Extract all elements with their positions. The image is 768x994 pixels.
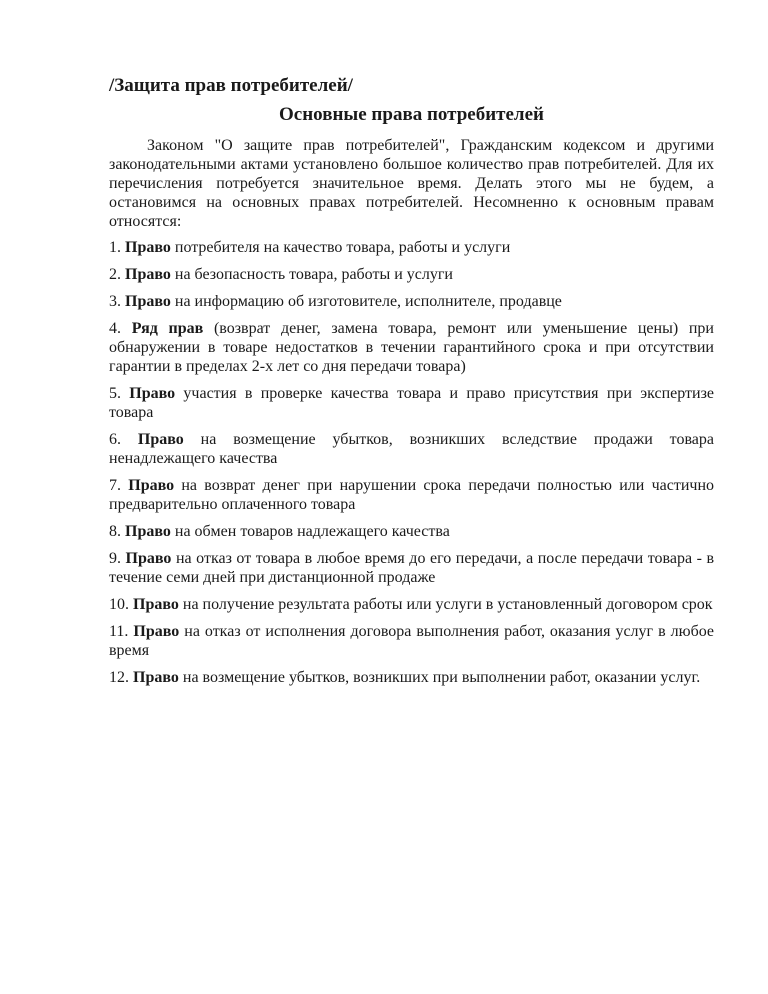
item-number: 2.	[109, 266, 121, 283]
item-text: потребителя на качество товара, работы и услуги	[170, 239, 511, 256]
item-number: 11.	[109, 623, 129, 640]
list-item	[109, 238, 714, 257]
item-text: (возврат денег, замена товара, ремонт или уменьшение цены) при обнаружении в товаре недостатков в течении гарантийного срока и при отсутствии гарантии в пределах 2-х лет со дня передачи товара)	[109, 320, 714, 375]
list-item	[109, 668, 714, 687]
section-title: /Защита прав потребителей/	[109, 75, 353, 96]
item-text: на отказ от товара в любое время до его передачи, а после передачи товара - в течение семи дней при дистанционной продаже	[109, 550, 715, 586]
list-item	[109, 622, 714, 660]
item-text: на возмещение убытков, возникших вследствие продажи товара ненадлежащего качества	[109, 431, 714, 467]
item-bold-lead: Право	[128, 477, 175, 494]
list-item	[109, 476, 714, 514]
list-item	[109, 430, 714, 468]
item-text: на информацию об изготовителе, исполнителе, продавце	[170, 293, 562, 310]
list-item	[109, 265, 714, 284]
item-bold-lead: Право	[133, 623, 180, 640]
item-text: на отказ от исполнения договора выполнения работ, оказания услуг в любое время	[109, 623, 714, 659]
item-number: 9.	[109, 550, 121, 567]
document-page	[109, 74, 714, 695]
list-item	[109, 319, 714, 376]
item-number: 12.	[109, 669, 129, 686]
item-bold-lead: Право	[137, 431, 184, 448]
list-item	[109, 384, 714, 422]
item-bold-lead: Право	[133, 669, 179, 686]
item-number: 10.	[109, 596, 129, 613]
document-title: Основные права потребителей	[279, 104, 544, 125]
list-item	[109, 292, 714, 311]
item-bold-lead: Право	[125, 266, 171, 283]
item-number: 5.	[109, 385, 121, 402]
item-bold-lead: Право	[125, 523, 171, 540]
item-number: 6.	[109, 431, 121, 448]
item-text: участия в проверке качества товара и право присутствия при экспертизе товара	[109, 385, 714, 421]
item-bold-lead: Право	[125, 550, 172, 567]
item-text: на возврат денег при нарушении срока передачи полностью или частично предварительно оплаченного товара	[109, 477, 715, 513]
item-bold-lead: Право	[133, 596, 179, 613]
item-number: 4.	[109, 320, 121, 337]
item-text: на получение результата работы или услуги в установленный договором срок	[178, 596, 713, 613]
item-bold-lead: Право	[125, 239, 171, 256]
item-text: на возмещение убытков, возникших при выполнении работ, оказании услуг.	[178, 669, 701, 686]
item-number: 1.	[109, 239, 121, 256]
item-text: на обмен товаров надлежащего качества	[170, 523, 450, 540]
list-item	[109, 522, 714, 541]
list-item	[109, 549, 714, 587]
item-text: на безопасность товара, работы и услуги	[170, 266, 453, 283]
item-bold-lead: Ряд прав	[131, 320, 204, 337]
list-item	[109, 595, 714, 614]
item-number: 3.	[109, 293, 121, 310]
item-number: 7.	[109, 477, 121, 494]
intro-paragraph: Законом "О защите прав потребителей", Гражданским кодексом и другими законодательными актами установлено большое количество прав потребителей. Для их перечисления потребуется значительное время. Делать этого мы не будем, а остановимся на основных правах потребителей. Несомненно к основным правам относятся:	[109, 137, 714, 230]
item-number: 8.	[109, 523, 121, 540]
item-bold-lead: Право	[125, 293, 171, 310]
item-bold-lead: Право	[129, 385, 176, 402]
